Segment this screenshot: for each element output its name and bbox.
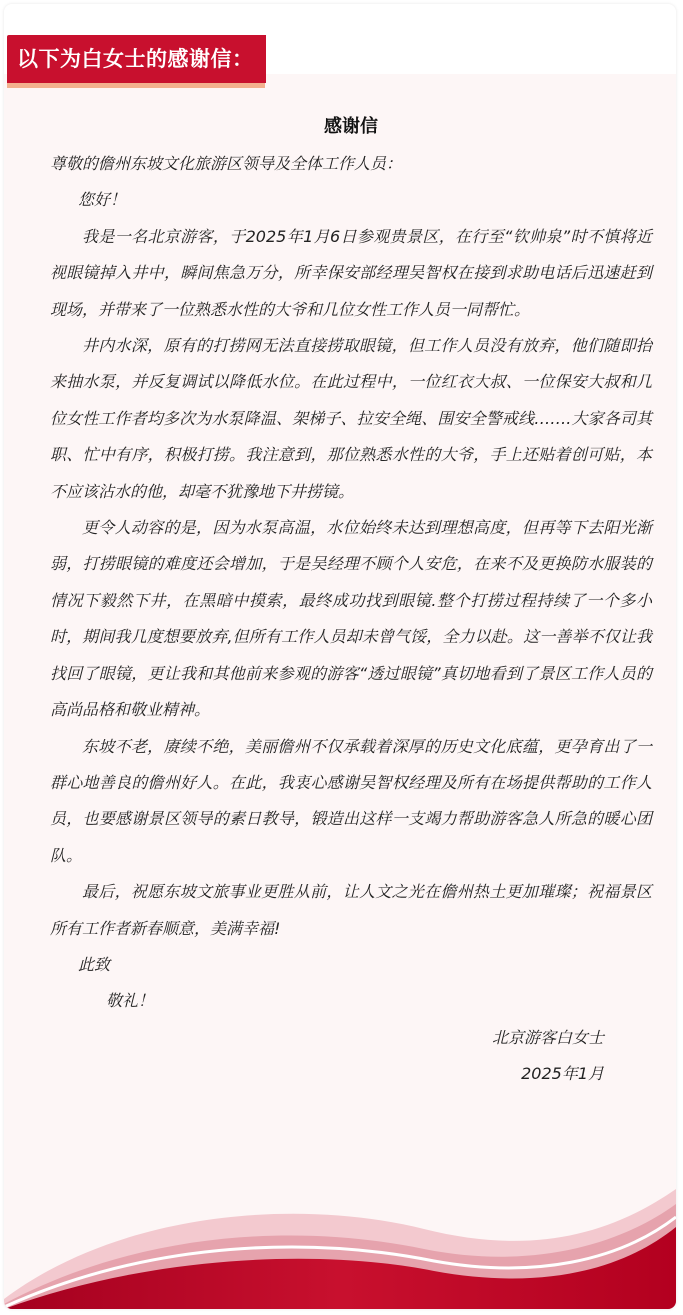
letter-body xyxy=(50,110,652,1093)
letter-paragraph-5: 最后，祝愿东坡文旅事业更胜从前，让人文之光在儋州热土更加璀璨；祝福景区所有工作者新春顺意，美满幸福! xyxy=(50,882,652,938)
header-label: 以下为白女士的感谢信： xyxy=(7,35,266,83)
letter-salute: 敬礼！ xyxy=(106,991,155,1011)
letter-signature: 北京游客白女士 xyxy=(491,1027,604,1047)
letter-date: 2025年1月 xyxy=(521,1064,604,1084)
letter-paragraph-2: 井内水深，原有的打捞网无法直接捞取眼镜，但工作人员没有放弃，他们随即抬来抽水泵，并反复调试以降低水位。在此过程中，一位红衣大叔、一位保安大叔和几位女性工作者均多次为水泵降温、架梯子、拉安全绳、围安全警戒线…….大家各司其职、忙中有序，积极打捞。我注意到，那位熟悉水性的大爷，手上还贴着创可贴，本不应该沾水的他，却毫不犹豫地下井捞镜。 xyxy=(50,336,652,501)
header-underline xyxy=(7,83,265,88)
letter-paragraph-4: 东坡不老，赓续不绝，美丽儋州不仅承载着深厚的历史文化底蕴，更孕育出了一群心地善良的儋州好人。在此，我衷心感谢吴智权经理及所有在场提供帮助的工作人员，也要感谢景区领导的素日教导，锻造出这样一支竭力帮助游客急人所急的暖心团队。 xyxy=(50,736,652,865)
letter-title: 感谢信 xyxy=(324,116,378,137)
letter-card xyxy=(4,4,676,1309)
letter-paragraph-3: 更令人动容的是，因为水泵高温，水位始终未达到理想高度，但再等下去阳光渐弱，打捞眼镜的难度还会增加，于是吴经理不顾个人安危，在来不及更换防水服装的情况下毅然下井，在黑暗中摸索，最终成功找到眼镜.整个打捞过程持续了一个多小时，期间我几度想要放弃,但所有工作人员却未曾气馁，全力以赴。这一善举不仅让我找回了眼镜，更让我和其他前来参观的游客“透过眼镜”真切地看到了景区工作人员的高尚品格和敬业精神。 xyxy=(50,518,652,720)
decorative-wave xyxy=(4,1169,676,1309)
letter-addressee: 尊敬的儋州东坡文化旅游区领导及全体工作人员： xyxy=(50,154,403,173)
letter-greeting: 您好！ xyxy=(78,190,127,210)
letter-paragraph-1: 我是一名北京游客，于2025年1月6日参观贵景区，在行至“钦帅泉”时不慎将近视眼镜掉入井中，瞬间焦急万分，所幸保安部经理吴智权在接到求助电话后迅速赶到现场，并带来了一位熟悉水性的大爷和几位女性工作人员一同帮忙。 xyxy=(50,226,652,319)
letter-closing: 此致 xyxy=(78,954,111,974)
